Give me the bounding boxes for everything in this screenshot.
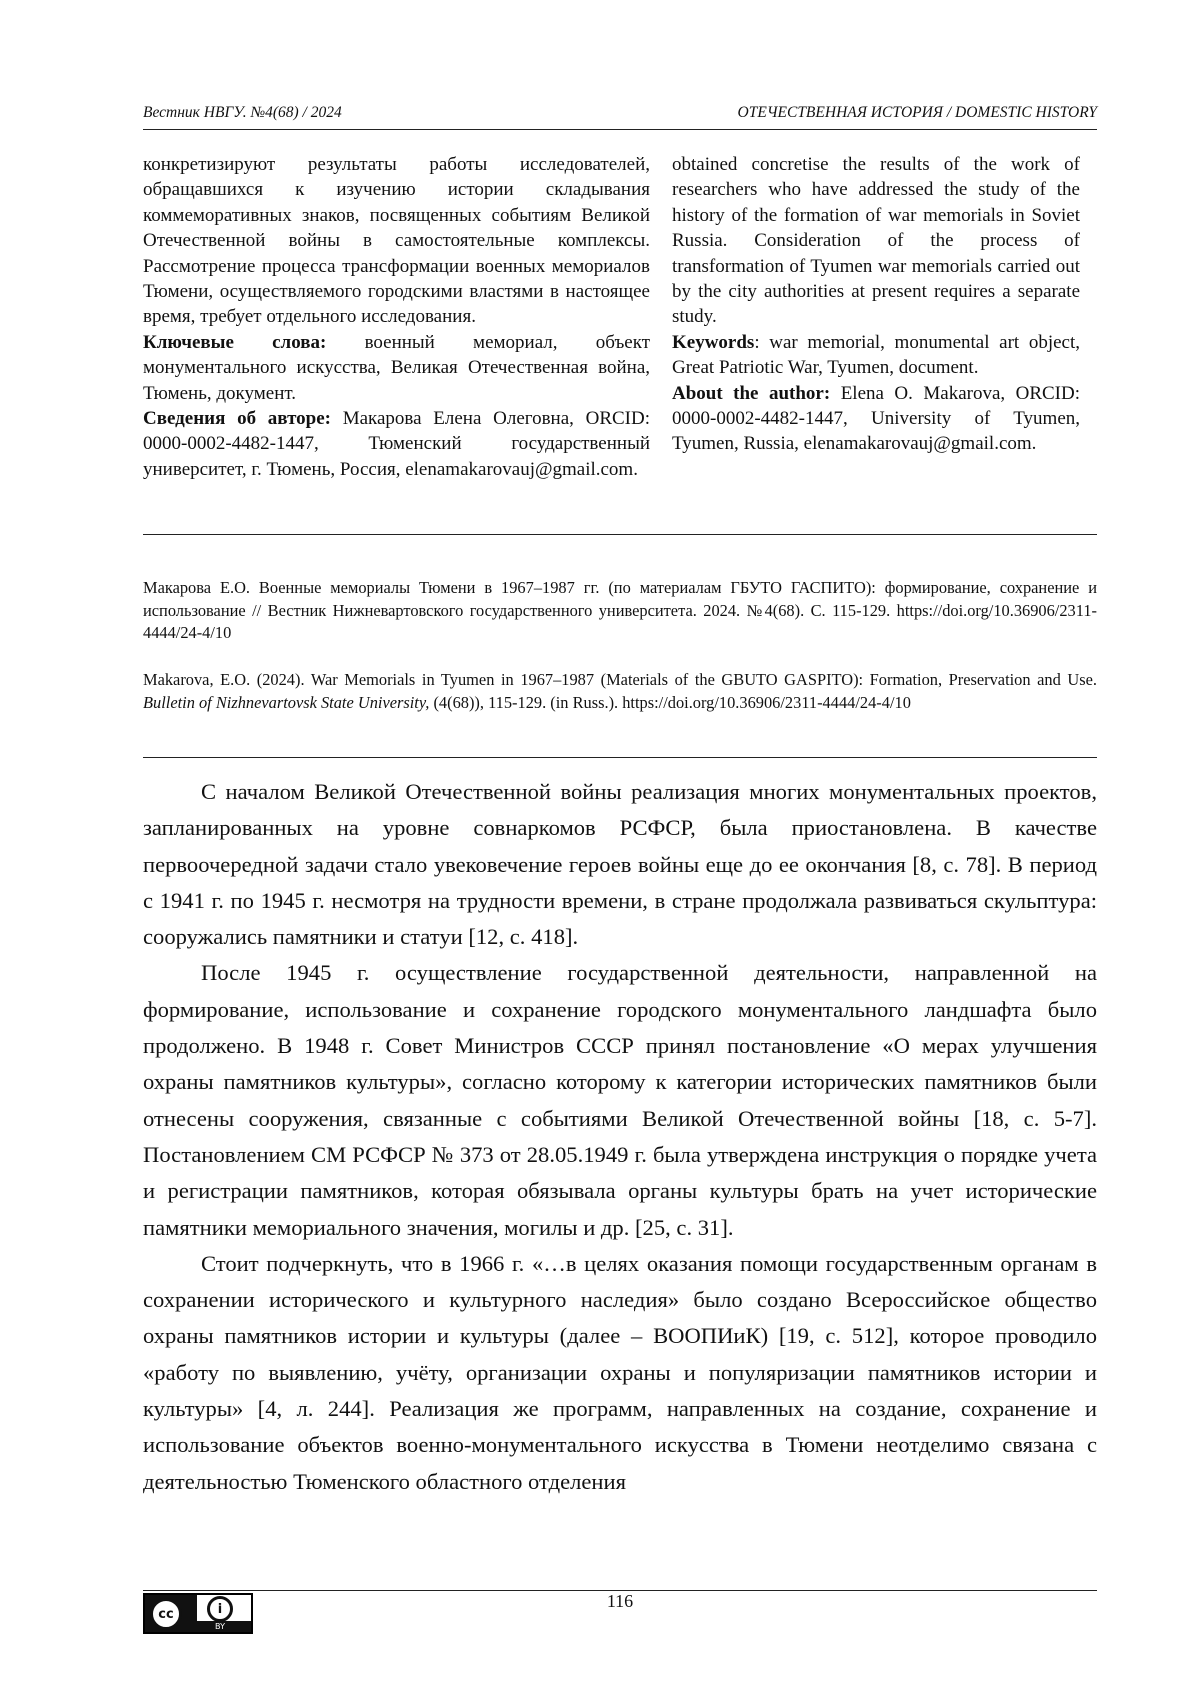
keywords-ru xyxy=(143,330,650,406)
abstract-en-text: obtained concretise the results of the work of researchers who have addressed the study of the history of the formation of war memorials in Soviet Russia. Consideration of the process of transformation of Tyumen war memorials carried out by the city authorities at present requires a separate study. xyxy=(672,152,1080,330)
attribution-person-icon: i xyxy=(207,1596,233,1622)
abstract-ru-text: конкретизируют результаты работы исследователей, обращавшихся к изучению истории складывания коммеморативных знаков, посвященных событиям Великой Отечественной войны в самостоятельные комплексы. Рассмотрение процесса трансформации военных мемориалов Тюмени, осуществляемого городскими властями в настоящее время, требует отдельного исследования. xyxy=(143,152,650,330)
keywords-en xyxy=(672,330,1080,381)
citation-russian: Макарова Е.О. Военные мемориалы Тюмени в 1967–1987 гг. (по материалам ГБУТО ГАСПИТО): формирование, сохранение и использование // Вестник Нижневартовского государственного университета. 2024. №4(68). С. 115-129. https://doi.org/10.36906/2311-4444/24-4/10 xyxy=(143,577,1097,645)
journal-page xyxy=(143,0,1097,1697)
abstract-columns xyxy=(143,152,1097,482)
author-ru-value: Макарова Елена Олеговна, ORCID: 0000-0002-4482-1447, Тюменский государственный университет, г. Тюмень, Россия, elenamakarovauj@gmail.com. xyxy=(143,408,650,480)
creative-commons-icon: cc xyxy=(150,1598,182,1630)
abstract-russian xyxy=(143,152,650,482)
keywords-en-label: Keywords xyxy=(672,332,754,353)
body-paragraph: С началом Великой Отечественной войны реализация многих монументальных проектов, запланированных на уровне совнаркомов РСФСР, была приостановлена. В качестве первоочередной задачи стало увековечение героев войны еще до ее окончания [8, с. 78]. В период с 1941 г. по 1945 г. несмотря на трудности времени, в стране продолжала развиваться скульптура: сооружались памятники и статуи [12, с. 418]. xyxy=(143,774,1097,955)
cc-by-license-badge[interactable] xyxy=(143,1593,253,1634)
keywords-ru-label: Ключевые слова: xyxy=(143,332,326,353)
abstract-english xyxy=(672,152,1080,482)
abstract-rule xyxy=(143,534,1097,535)
journal-issue: Вестник НВГУ. №4(68) / 2024 xyxy=(143,104,342,122)
article-body xyxy=(143,774,1097,1500)
author-en xyxy=(672,381,1080,457)
section-title: ОТЕЧЕСТВЕННАЯ ИСТОРИЯ / DOMESTIC HISTORY xyxy=(738,104,1097,122)
citation-en-before: Makarova, E.O. (2024). War Memorials in Tyumen in 1967–1987 (Materials of the GBUTO GASPITO): Formation, Preservation and Use. xyxy=(143,670,1097,689)
citation-rule xyxy=(143,757,1097,758)
license-by-label: BY xyxy=(207,1621,233,1632)
citation-en-after: (4(68)), 115-129. (in Russ.). https://doi.org/10.36906/2311-4444/24-4/10 xyxy=(433,693,910,712)
author-en-label: About the author: xyxy=(672,383,830,404)
header-rule xyxy=(143,129,1097,130)
page-number: 116 xyxy=(143,1591,1097,1612)
keywords-en-value: : war memorial, monumental art object, Great Patriotic War, Tyumen, document. xyxy=(672,332,1080,378)
body-paragraph: Стоит подчеркнуть, что в 1966 г. «…в целях оказания помощи государственным органам в сохранении исторического и культурного наследия» было создано Всероссийское общество охраны памятников истории и культуры (далее – ВООПИиК) [19, с. 512], которое проводило «работу по выявлению, учёту, организации охраны и популяризации памятников истории и культуры» [4, л. 244]. Реализация же программ, направленных на создание, сохранение и использование объектов военно-монументального искусства в Тюмени неотделимо связана с деятельностью Тюменского областного отделения xyxy=(143,1246,1097,1500)
body-paragraph: После 1945 г. осуществление государственной деятельности, направленной на формирование, использование и сохранение городского монументального ландшафта было продолжено. В 1948 г. Совет Министров СССР принял постановление «О мерах улучшения охраны памятников культуры», согласно которому к категории исторических памятников были отнесены сооружения, связанные с событиями Великой Отечественной войны [18, с. 5-7]. Постановлением СМ РСФСР № 373 от 28.05.1949 г. была утверждена инструкция о порядке учета и регистрации памятников, которая обязывала органы культуры брать на учет исторические памятники мемориального значения, могилы и др. [25, с. 31]. xyxy=(143,955,1097,1245)
author-en-value: Elena O. Makarova, ORCID: 0000-0002-4482-1447, University of Tyumen, Tyumen, Russia, elenamakarovauj@gmail.com. xyxy=(672,383,1080,455)
citation-en-journal: Bulletin of Nizhnevartovsk State University, xyxy=(143,693,429,712)
author-ru-label: Сведения об авторе: xyxy=(143,408,331,429)
author-ru xyxy=(143,406,650,482)
running-header xyxy=(143,104,1097,122)
keywords-ru-value: военный мемориал, объект монументального искусства, Великая Отечественная война, Тюмень, документ. xyxy=(143,332,650,404)
citation-english xyxy=(143,669,1097,714)
